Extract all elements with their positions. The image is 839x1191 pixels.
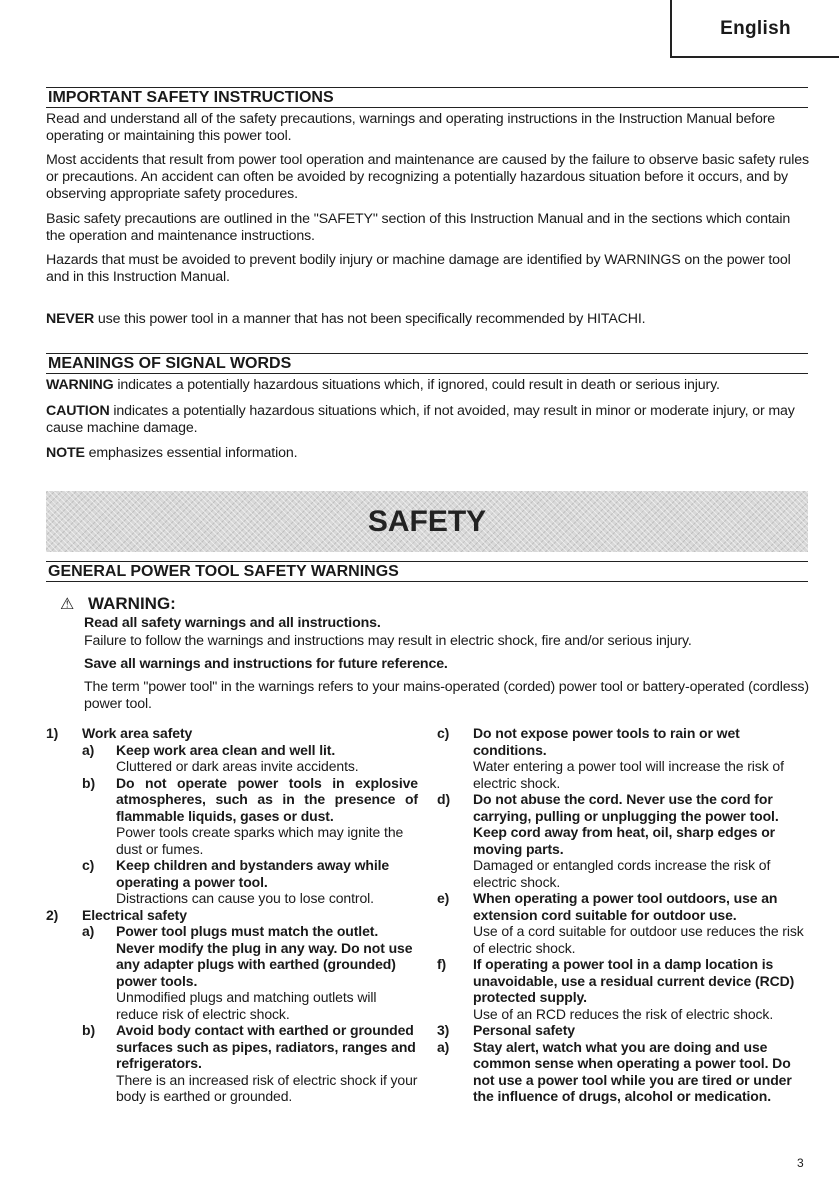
- item-title: Do not expose power tools to rain or wet conditions.: [473, 725, 740, 758]
- failure-text: Failure to follow the warnings and instructions may result in electric shock, fire and/or serious injury.: [84, 633, 692, 649]
- item-letter: d): [437, 791, 451, 807]
- list-item: [46, 1022, 418, 1105]
- item-letter: c): [437, 725, 450, 741]
- item-letter: e): [437, 890, 450, 906]
- list-item: [437, 791, 809, 890]
- page-number: 3: [797, 1156, 804, 1170]
- note-keyword: NOTE: [46, 445, 85, 461]
- item-title: Keep work area clean and well lit.: [116, 741, 336, 758]
- section-title: MEANINGS OF SIGNAL WORDS: [48, 355, 292, 372]
- item-title: Do not abuse the cord. Never use the cord for carrying, pulling or unplugging the power tool. Keep cord away from heat, oil, sharp edges or moving parts.: [473, 791, 779, 857]
- caution-text: indicates a potentially hazardous situations which, if not avoided, may result in minor or moderate injury, or may cause machine damage.: [46, 403, 795, 436]
- warning-label: WARNING:: [88, 594, 176, 613]
- never-paragraph: [46, 311, 809, 328]
- item-letter: b): [82, 774, 96, 791]
- safety-banner: SAFETY: [46, 491, 808, 552]
- item-letter: a): [437, 1038, 450, 1055]
- item-title: Do not operate power tools in explosive atmospheres, such as in the presence of flammable liquids, gases or dust.: [116, 774, 418, 824]
- section-heading-meanings: [46, 353, 808, 374]
- item-title: When operating a power tool outdoors, use an extension cord suitable for outdoor use.: [473, 890, 778, 923]
- save-all-instruction: Save all warnings and instructions for future reference.: [84, 656, 448, 672]
- never-text: use this power tool in a manner that has not been specifically recommended by HITACHI.: [94, 311, 646, 327]
- list-item: [46, 923, 418, 1022]
- important-paragraph-3: Basic safety precautions are outlined in the "SAFETY" section of this Instruction Manual and in the sections which contain the operation and maintenance instructions.: [46, 211, 791, 244]
- item-title: Personal safety: [473, 1022, 575, 1038]
- item-text: Water entering a power tool will increase the risk of electric shock.: [473, 758, 784, 791]
- language-tab: English: [670, 0, 839, 58]
- section-heading-important: [46, 87, 808, 108]
- item-text: Distractions can cause you to lose control.: [116, 890, 374, 906]
- list-item: [437, 890, 809, 956]
- item-text: Unmodified plugs and matching outlets will reduce risk of electric shock.: [116, 989, 377, 1022]
- important-paragraph-4: Hazards that must be avoided to prevent bodily injury or machine damage are identified by WARNINGS on the power tool and in this Instruction Manual.: [46, 252, 791, 285]
- item-number: 2): [46, 906, 59, 923]
- item-letter: a): [82, 923, 95, 939]
- read-all-instruction: Read all safety warnings and all instructions.: [84, 615, 381, 631]
- list-item: [437, 725, 809, 791]
- item-title: Electrical safety: [82, 906, 187, 923]
- item-title: Avoid body contact with earthed or grounded surfaces such as pipes, radiators, ranges and refrigerators.: [116, 1022, 416, 1071]
- item-letter: a): [82, 741, 95, 758]
- warning-keyword: WARNING: [46, 377, 114, 393]
- list-item: [46, 775, 418, 858]
- never-keyword: NEVER: [46, 311, 95, 327]
- item-letter: f): [437, 956, 447, 972]
- list-item: [437, 956, 809, 1022]
- item-text: Damaged or entangled cords increase the risk of electric shock.: [473, 857, 771, 890]
- list-item: [46, 742, 418, 775]
- item-title: If operating a power tool in a damp location is unavoidable, use a residual current device (RCD) protected supply.: [473, 956, 795, 1005]
- section-title: IMPORTANT SAFETY INSTRUCTIONS: [48, 89, 334, 106]
- important-paragraph-2: Most accidents that result from power tool operation and maintenance are caused by the failure to observe basic safety rules or precautions. An accident can often be avoided by recognizing a potentially hazardous situation before it occurs, and by observing appropriate safety procedures.: [46, 152, 809, 202]
- item-text: Use of an RCD reduces the risk of electric shock.: [473, 1005, 774, 1022]
- section-title: GENERAL POWER TOOL SAFETY WARNINGS: [48, 563, 399, 580]
- warning-triangle-icon: ⚠: [60, 596, 75, 613]
- list-item: [46, 725, 418, 742]
- item-text: Power tools create sparks which may ignite the dust or fumes.: [116, 824, 404, 857]
- left-column: [46, 725, 418, 1105]
- list-item: [437, 1039, 809, 1105]
- warning-heading: [60, 594, 176, 615]
- item-title: Keep children and bystanders away while operating a power tool.: [116, 857, 390, 890]
- caution-definition: [46, 403, 809, 437]
- important-paragraph-1: Read and understand all of the safety precautions, warnings and operating instructions in the Instruction Manual before operating or maintaining this power tool.: [46, 111, 776, 144]
- warning-definition: [46, 377, 809, 394]
- list-item: [437, 1022, 809, 1039]
- term-definition: The term "power tool" in the warnings refers to your mains-operated (corded) power tool or battery-operated (cordless) power tool.: [84, 679, 809, 712]
- section-heading-general: [46, 561, 808, 582]
- item-title: Stay alert, watch what you are doing and use common sense when operating a power tool. Do not use a power tool while you are tired or under the influence of drugs, alcohol or medication.: [473, 1038, 792, 1104]
- item-number: 1): [46, 725, 59, 741]
- item-title: Work area safety: [82, 725, 193, 741]
- item-text: Use of a cord suitable for outdoor use reduces the risk of electric shock.: [473, 923, 804, 956]
- caution-keyword: CAUTION: [46, 403, 110, 419]
- item-number: 3): [437, 1022, 450, 1038]
- right-column: [437, 725, 809, 1105]
- item-text: Cluttered or dark areas invite accidents.: [116, 758, 359, 774]
- item-letter: c): [82, 857, 95, 873]
- note-definition: [46, 445, 809, 462]
- note-text: emphasizes essential information.: [84, 445, 298, 461]
- item-text: There is an increased risk of electric shock if your body is earthed or grounded.: [116, 1071, 418, 1104]
- item-title: Power tool plugs must match the outlet. Never modify the plug in any way. Do not use any adapter plugs with earthed (grounded) power tools.: [116, 923, 413, 989]
- list-item: [46, 857, 418, 907]
- item-letter: b): [82, 1022, 96, 1038]
- warning-text: indicates a potentially hazardous situations which, if ignored, could result in death or serious injury.: [113, 377, 720, 393]
- list-item: [46, 907, 418, 924]
